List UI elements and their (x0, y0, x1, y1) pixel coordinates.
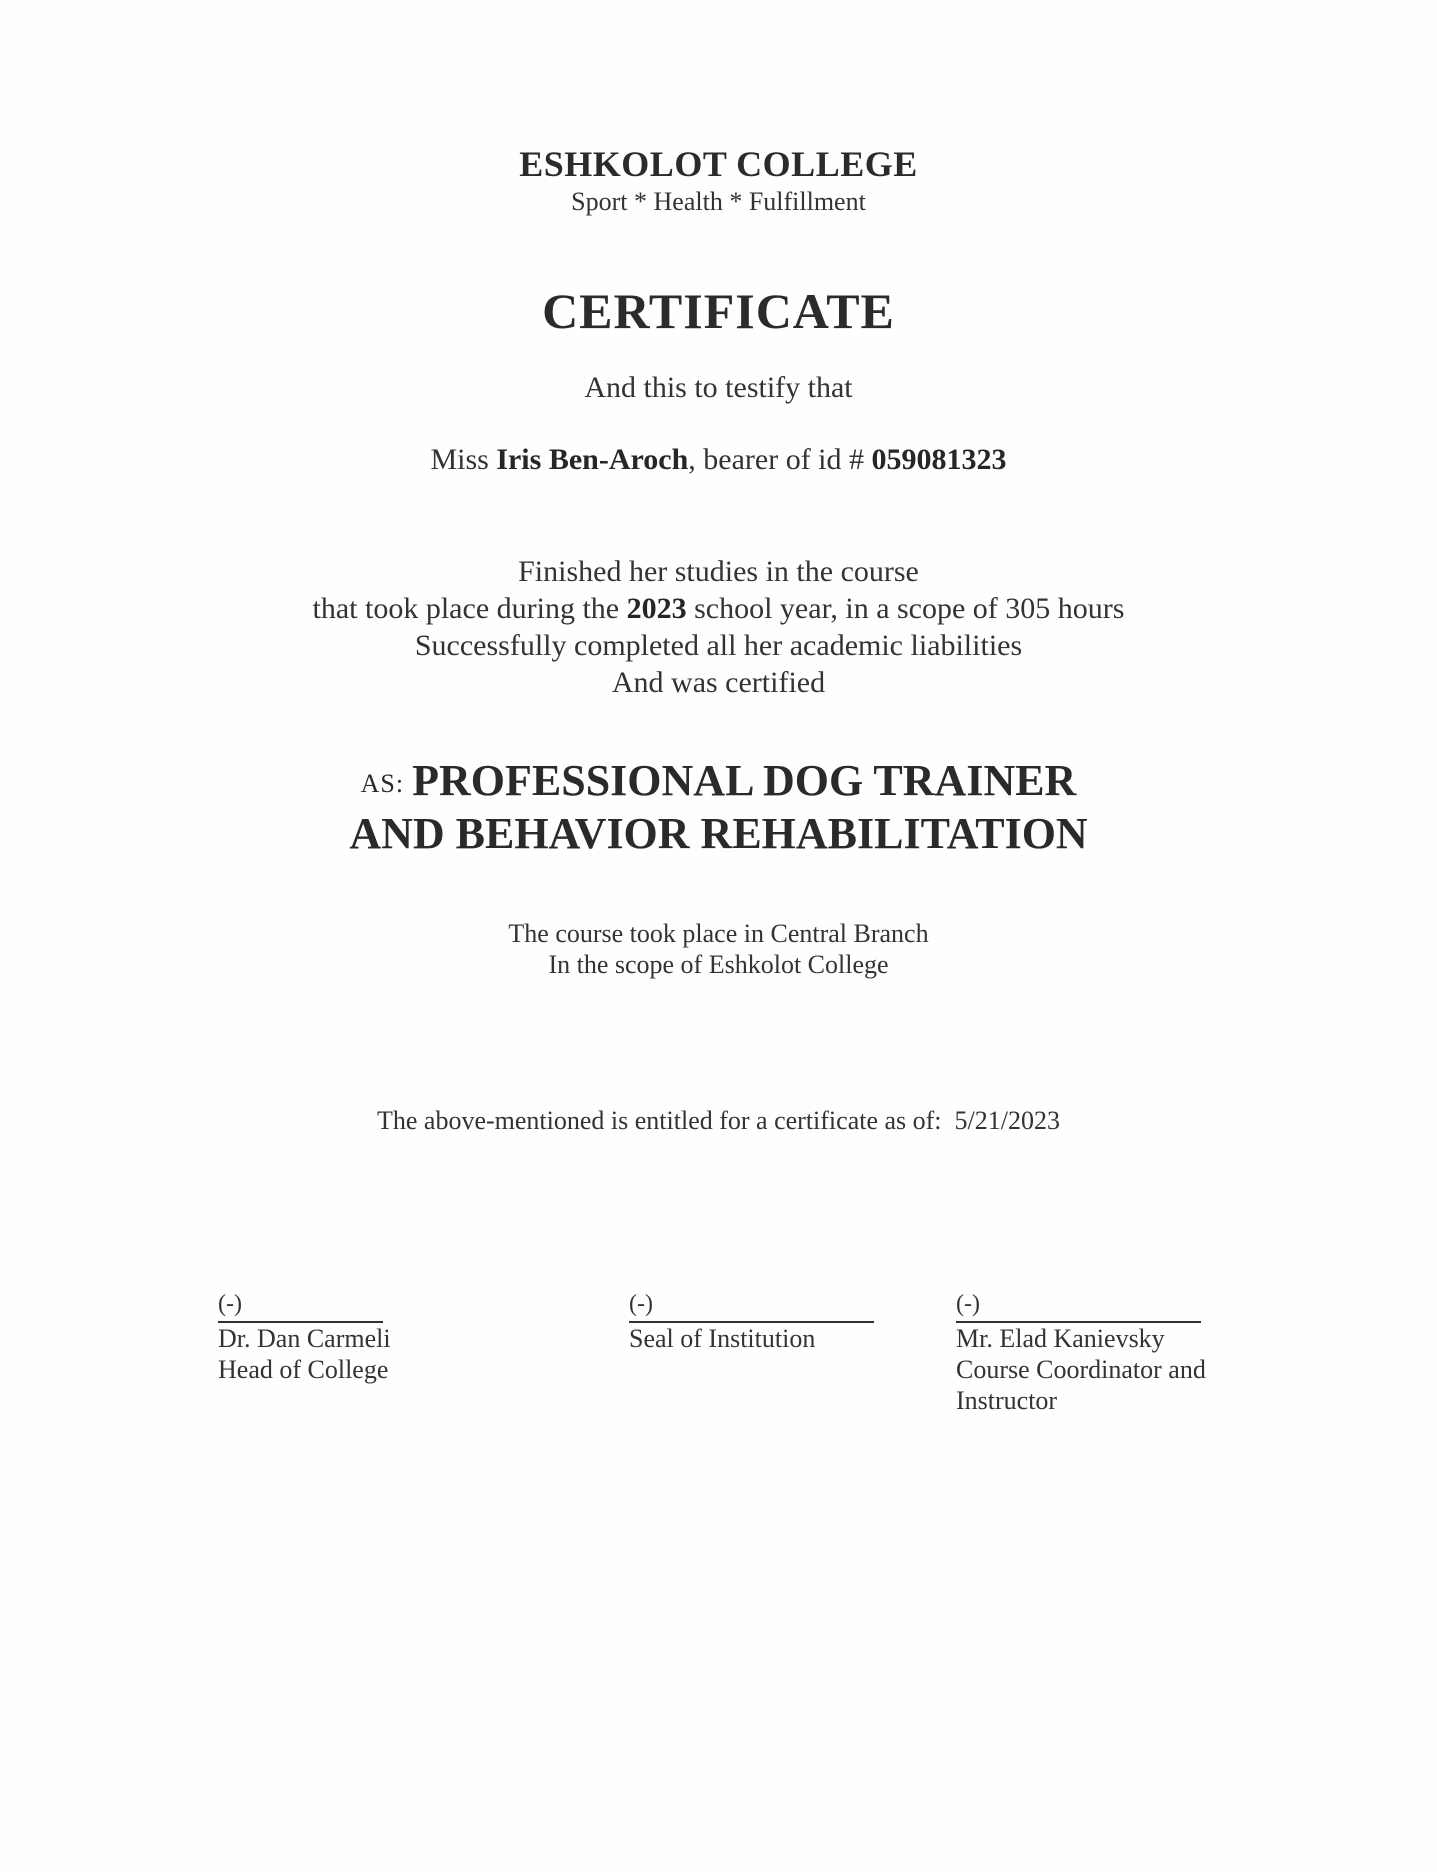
qualification-text-1: PROFESSIONAL DOG TRAINER (412, 756, 1077, 805)
college-tagline: Sport * Health * Fulfillment (571, 187, 866, 216)
course-place-line-1: The course took place in Central Branch (508, 919, 929, 948)
studies-line-2-end: school year, in a scope of 305 hours (694, 592, 1125, 625)
qualification-line-2: AND BEHAVIOR REHABILITATION (349, 809, 1088, 858)
bearer-line (0, 443, 1437, 477)
college-name: ESHKOLOT COLLEGE (519, 144, 918, 184)
studies-line-3: Successfully completed all her academic liabilities (414, 629, 1023, 662)
signature-line: (-) (218, 1290, 383, 1323)
bearer-title: Miss (430, 443, 489, 476)
signatory-name: Dr. Dan Carmeli (218, 1324, 391, 1353)
studies-line-2 (0, 590, 1437, 627)
entitled-text: The above-mentioned is entitled for a certificate as of: (377, 1106, 942, 1135)
studies-line-1: Finished her studies in the course (518, 555, 919, 588)
signature-course-coordinator (956, 1290, 1206, 1416)
course-place (0, 918, 1437, 980)
signature-line: (-) (956, 1290, 1201, 1323)
studies-line-4: And was certified (611, 666, 826, 699)
signatory-name: Mr. Elad Kanievsky (956, 1324, 1165, 1353)
signatory-role-continued: Instructor (956, 1386, 1058, 1415)
signature-seal (629, 1290, 874, 1354)
testify-line: And this to testify that (584, 371, 853, 404)
qualification-title (0, 756, 1437, 859)
signature-head-of-college (218, 1290, 391, 1385)
as-prefix: AS: (360, 769, 405, 798)
signatory-role: Head of College (218, 1355, 389, 1384)
signatory-role: Course Coordinator and (956, 1355, 1206, 1384)
seal-label: Seal of Institution (629, 1324, 816, 1353)
studies-paragraph (0, 553, 1437, 701)
bearer-id-label: , bearer of id # (688, 443, 865, 476)
entitled-date: 5/21/2023 (954, 1106, 1060, 1135)
bearer-id-number: 059081323 (871, 443, 1007, 476)
school-year: 2023 (626, 592, 687, 625)
signature-line: (-) (629, 1290, 874, 1323)
bearer-name: Iris Ben-Aroch (496, 443, 689, 476)
entitled-line (0, 1106, 1437, 1136)
certificate-title: CERTIFICATE (542, 283, 895, 339)
course-place-line-2: In the scope of Eshkolot College (548, 950, 889, 979)
qualification-line-1 (0, 756, 1437, 809)
studies-line-2-start: that took place during the (312, 592, 620, 625)
